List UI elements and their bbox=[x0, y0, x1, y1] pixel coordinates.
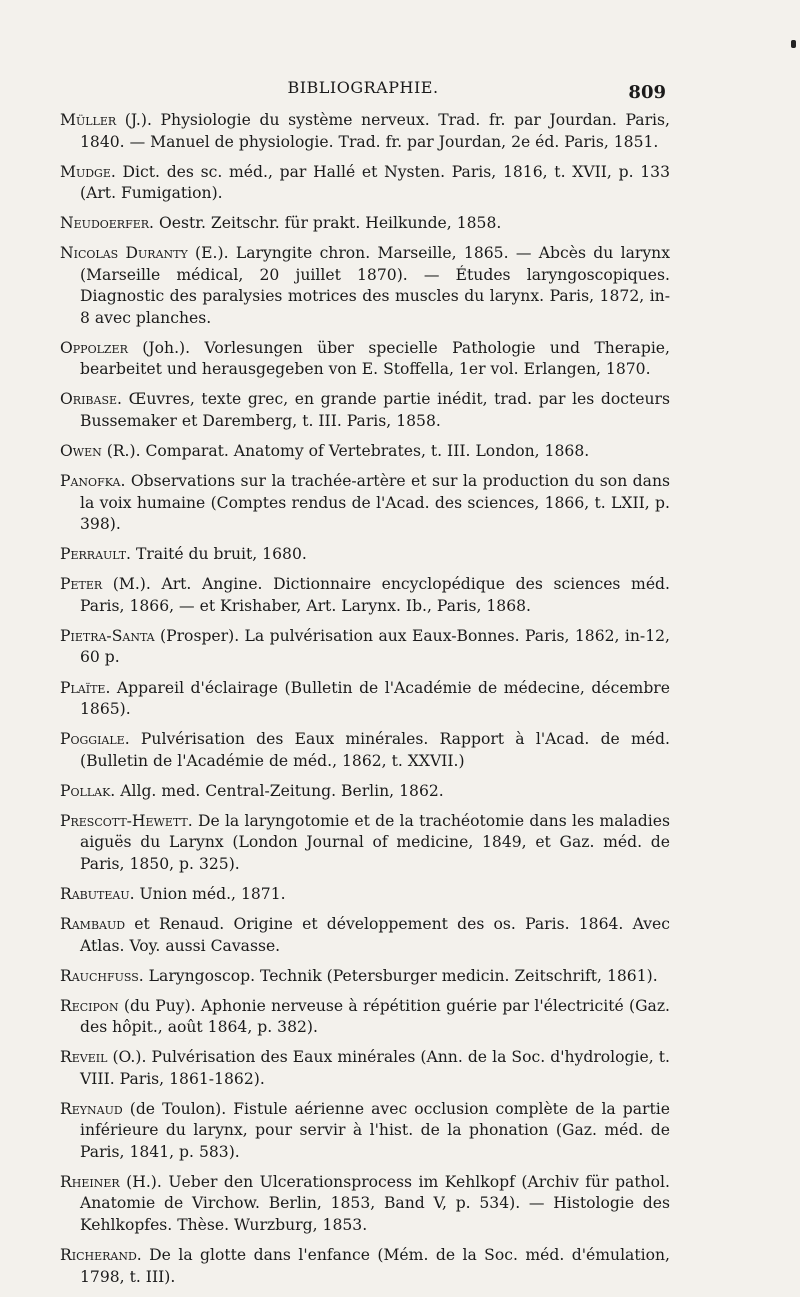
entry-author: Richerand bbox=[60, 1246, 137, 1265]
entry-text: . Traité du bruit, 1680. bbox=[126, 545, 307, 564]
bibliography-entry bbox=[60, 996, 670, 1039]
running-title: BIBLIOGRAPHIE. bbox=[287, 78, 439, 97]
entry-author: Reveil bbox=[60, 1048, 108, 1067]
entry-author: Mudge bbox=[60, 162, 111, 181]
entry-text: . Appareil d'éclairage (Bulletin de l'Académie de médecine, décembre 1865). bbox=[80, 678, 670, 719]
entry-text: (O.). Pulvérisation des Eaux minérales (Ann. de la Soc. d'hydrologie, t. VIII. Paris, 1861-1862). bbox=[80, 1048, 670, 1088]
entry-author: Panofka bbox=[60, 472, 121, 491]
bibliography-entry bbox=[60, 1245, 670, 1288]
bibliography-entry bbox=[60, 811, 670, 876]
bibliography-entry bbox=[60, 544, 670, 566]
entry-author: Pietra-Santa bbox=[60, 626, 155, 645]
page-number: 809 bbox=[628, 82, 666, 103]
bibliography-entry bbox=[60, 914, 670, 957]
entry-author: Oribase bbox=[60, 390, 118, 409]
bibliography-entry bbox=[60, 966, 670, 988]
entry-text: . De la glotte dans l'enfance (Mém. de la Soc. méd. d'émulation, 1798, t. III). bbox=[80, 1246, 670, 1286]
bibliography-entry bbox=[60, 626, 670, 669]
entry-author: Müller bbox=[60, 111, 117, 129]
entry-text: . Laryngoscop. Technik (Petersburger medicin. Zeitschrift, 1861). bbox=[138, 966, 658, 985]
entry-author: Rabuteau bbox=[60, 884, 130, 903]
entry-author: Owen bbox=[60, 442, 102, 461]
entry-text: (J.). Physiologie du système nerveux. Trad. fr. par Jourdan. Paris, 1840. — Manuel de physiologie. Trad. fr. par Jourdan, 2e éd. Paris, 1851. bbox=[80, 111, 670, 151]
entry-author: Prescott-Hewett bbox=[60, 811, 188, 830]
bibliography-entry bbox=[60, 213, 670, 235]
entry-text: . Oestr. Zeitschr. für prakt. Heilkunde, 1858. bbox=[149, 214, 502, 233]
entry-author: Recipon bbox=[60, 996, 119, 1015]
entry-text: . Œuvres, texte grec, en grande partie inédit, trad. par les docteurs Bussemaker et Daremberg, t. III. Paris, 1858. bbox=[80, 390, 670, 430]
entry-author: Peter bbox=[60, 575, 103, 594]
bibliography-list bbox=[60, 110, 670, 1297]
entry-author: Pollak bbox=[60, 781, 111, 800]
bibliography-entry bbox=[60, 243, 670, 329]
entry-text: (R.). Comparat. Anatomy of Vertebrates, t. III. London, 1868. bbox=[101, 442, 590, 461]
bibliography-entry bbox=[60, 781, 670, 803]
entry-author: Rambaud bbox=[60, 915, 126, 933]
entry-author: Perrault bbox=[60, 545, 127, 564]
entry-text: . Allg. med. Central-Zeitung. Berlin, 1862. bbox=[110, 781, 444, 800]
entry-author: Neudoerfer bbox=[60, 214, 150, 233]
entry-author: Plaïte bbox=[60, 678, 106, 697]
entry-author: Oppolzer bbox=[60, 338, 128, 357]
bibliography-entry bbox=[60, 1172, 670, 1237]
entry-author: Nicolas Duranty bbox=[60, 244, 188, 263]
entry-text: . De la laryngotomie et de la trachéotomie dans les maladies aiguës du Larynx (London Journal of medicine, 1849, et Gaz. méd. de Paris, 1850, p. 325). bbox=[80, 811, 670, 873]
bibliography-entry bbox=[60, 884, 670, 906]
bibliography-entry bbox=[60, 389, 670, 432]
entry-text: et Renaud. Origine et développement des os. Paris. 1864. Avec Atlas. Voy. aussi Cavasse. bbox=[80, 915, 670, 955]
entry-author: Rheiner bbox=[60, 1172, 120, 1191]
entry-text: (M.). Art. Angine. Dictionnaire encyclopédique des sciences méd. Paris, 1866, — et Krishaber, Art. Larynx. Ib., Paris, 1868. bbox=[80, 575, 670, 615]
bibliography-entry bbox=[60, 338, 670, 381]
bibliography-entry bbox=[60, 441, 670, 463]
entry-text: (E.). Laryngite chron. Marseille, 1865. — Abcès du larynx (Marseille médical, 20 juillet 1870). — Études laryngoscopiques. Diagnostic des paralysies motrices des muscles du larynx. Paris, 1872, in-8 avec planches. bbox=[80, 244, 670, 327]
bibliography-entry bbox=[60, 729, 670, 772]
bibliography-entry bbox=[60, 678, 670, 721]
entry-text: (H.). Ueber den Ulcerationsprocess im Kehlkopf (Archiv für pathol. Anatomie de Virchow. Berlin, 1853, Band V, p. 534). — Histologie des Kehlkopfes. Thèse. Wurzburg, 1853. bbox=[80, 1172, 670, 1234]
entry-text: . Dict. des sc. méd., par Hallé et Nysten. Paris, 1816, t. XVII, p. 133 (Art. Fumigation). bbox=[80, 162, 670, 203]
entry-text: (du Puy). Aphonie nerveuse à répétition guérie par l'électricité (Gaz. des hôpit., août 1864, p. 382). bbox=[80, 996, 670, 1037]
entry-author: Rauchfuss bbox=[60, 966, 139, 985]
entry-text: (Joh.). Vorlesungen über specielle Pathologie und Therapie, bearbeitet und herausgegeben von E. Stoffella, 1er vol. Erlangen, 1870. bbox=[80, 338, 670, 379]
bibliography-entry bbox=[60, 162, 670, 205]
bibliography-entry bbox=[60, 110, 670, 153]
entry-author: Poggiale bbox=[60, 730, 125, 749]
entry-author: Reynaud bbox=[60, 1099, 123, 1118]
bibliography-entry bbox=[60, 1099, 670, 1164]
bibliography-entry bbox=[60, 574, 670, 617]
entry-text: . Union méd., 1871. bbox=[129, 884, 286, 903]
entry-text: (Prosper). La pulvérisation aux Eaux-Bonnes. Paris, 1862, in-12, 60 p. bbox=[80, 626, 670, 667]
bibliography-entry bbox=[60, 471, 670, 536]
bibliography-entry bbox=[60, 1047, 670, 1090]
page-header bbox=[60, 74, 666, 104]
ink-spot bbox=[791, 40, 796, 48]
entry-text: . Pulvérisation des Eaux minérales. Rapport à l'Acad. de méd. (Bulletin de l'Académie de méd., 1862, t. XXVII.) bbox=[80, 730, 670, 770]
entry-text: . Observations sur la trachée-artère et sur la production du son dans la voix humaine (Comptes rendus de l'Acad. des sciences, 1866, t. LXII, p. 398). bbox=[80, 472, 670, 534]
entry-text: (de Toulon). Fistule aérienne avec occlusion complète de la partie inférieure du larynx, pour servir à l'hist. de la phonation (Gaz. méd. de Paris, 1841, p. 583). bbox=[80, 1099, 670, 1161]
